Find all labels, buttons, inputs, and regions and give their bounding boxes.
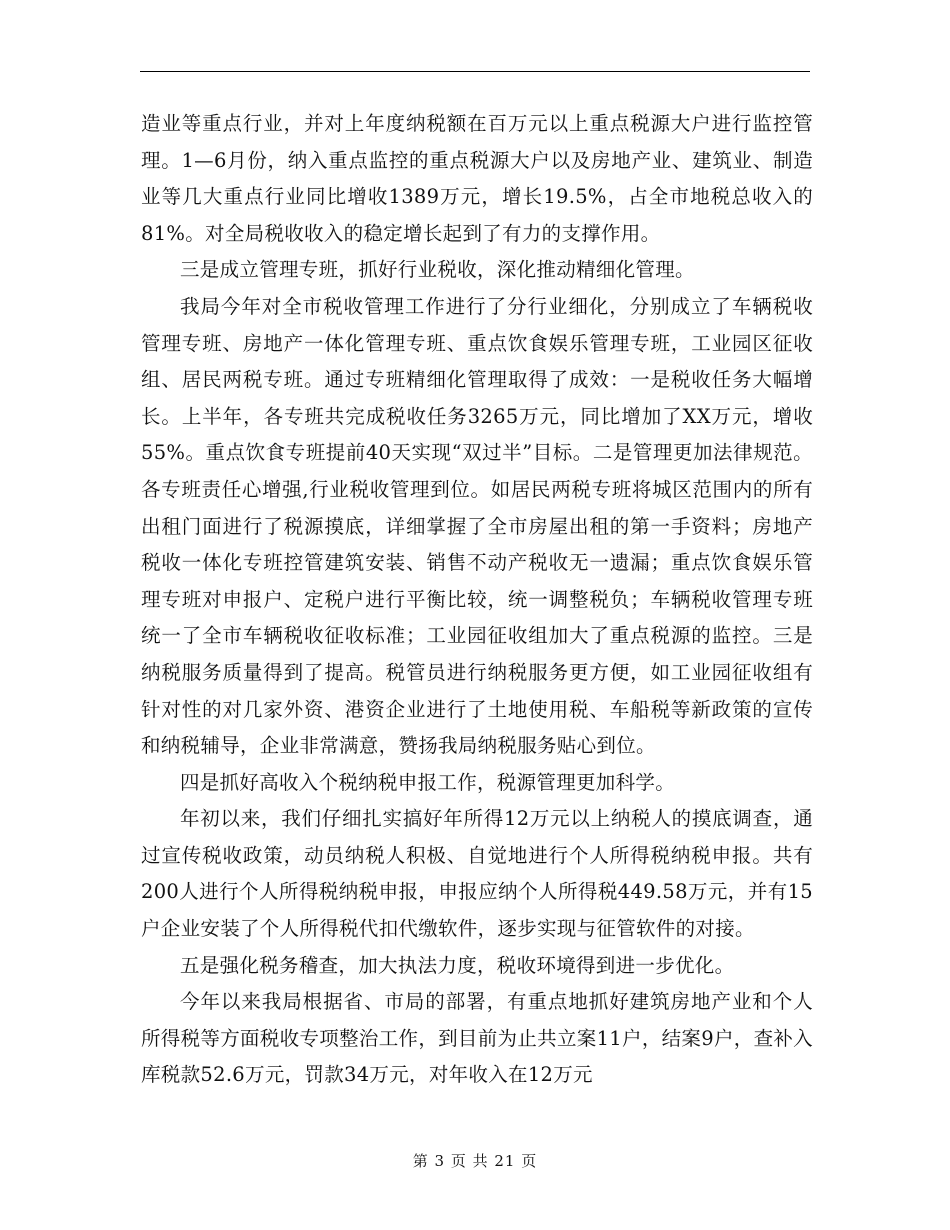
paragraph-section-heading-5: 五是强化税务稽查，加大执法力度，税收环境得到进一步优化。 [180, 953, 735, 977]
paragraph-continuation: 造业等重点行业，并对上年度纳税额在百万元以上重点税源大户进行监控管理。1—6月份，纳入重点监控的重点税源大户以及房地产业、建筑业、制造业等几大重点行业同比增收1389万元，增长19.5%，占全市地税总收入的81%。对全局税收收入的稳定增长起到了有力的支撑作用。 [141, 112, 813, 245]
paragraph-section-heading-3: 三是成立管理专班，抓好行业税收，深化推动精细化管理。 [180, 258, 695, 282]
paragraph-body-4: 年初以来，我们仔细扎实搞好年所得12万元以上纳税人的摸底调查，通过宣传税收政策，动员纳税人积极、自觉地进行个人所得税纳税申报。共有200人进行个人所得税纳税申报，申报应纳个人所得税449.58万元，并有15户企业安装了个人所得税代扣代缴软件，逐步实现与征管软件的对接。 [141, 807, 813, 941]
document-body [141, 106, 813, 1094]
header-rule [140, 71, 810, 72]
page-number-footer: 第 3 页 共 21 页 [412, 1152, 538, 1170]
paragraph-body-5: 今年以来我局根据省、市局的部署，有重点地抓好建筑房地产业和个人所得税等方面税收专项整治工作，到目前为止共立案11户，结案9户，查补入库税款52.6万元，罚款34万元，对年收入在12万元 [141, 990, 813, 1087]
paragraph-body-3: 我局今年对全市税收管理工作进行了分行业细化，分别成立了车辆税收管理专班、房地产一体化管理专班、重点饮食娱乐管理专班，工业园区征收组、居民两税专班。通过专班精细化管理取得了成效：一是税收任务大幅增长。上半年，各专班共完成税收任务3265万元，同比增加了XX万元，增收55%。重点饮食专班提前40天实现“双过半”目标。二是管理更加法律规范。各专班责任心增强,行业税收管理到位。如居民两税专班将城区范围内的所有出租门面进行了税源摸底，详细掌握了全市房屋出租的第一手资料；房地产税收一体化专班控管建筑安装、销售不动产税收无一遗漏；重点饮食娱乐管理专班对申报户、定税户进行平衡比较，统一调整税负；车辆税收管理专班统一了全市车辆税收征收标准；工业园征收组加大了重点税源的监控。三是纳税服务质量得到了提高。税管员进行纳税服务更方便，如工业园征收组有针对性的对几家外资、港资企业进行了土地使用税、车船税等新政策的宣传和纳税辅导，企业非常满意，赞扬我局纳税服务贴心到位。 [141, 294, 813, 758]
paragraph-section-heading-4: 四是抓好高收入个税纳税申报工作，税源管理更加科学。 [180, 770, 676, 794]
